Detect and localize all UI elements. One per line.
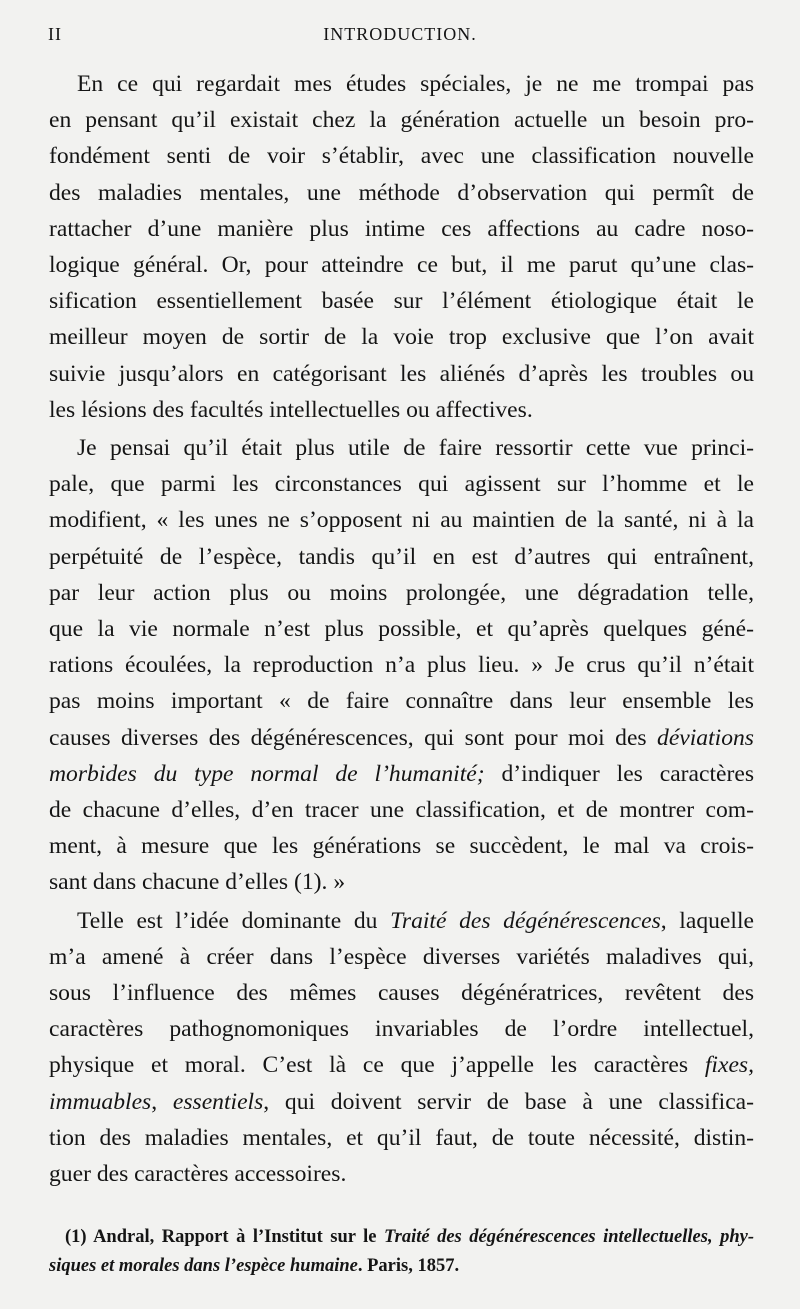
footnote-title-continuation: siques et morales dans l’espèce humaine bbox=[49, 1256, 358, 1276]
text-line: des maladies mentales, une méthode d’observation qui permît de bbox=[49, 179, 754, 206]
footnote-line bbox=[49, 1223, 754, 1252]
paragraph-2 bbox=[49, 430, 754, 901]
text-line: rations écoulées, la reproduction n’a plus lieu. » Je crus qu’il n’était bbox=[49, 652, 754, 679]
text-fragment: causes diverses des dégénérescences, qui sont pour moi des bbox=[49, 724, 658, 751]
footnote-line bbox=[49, 1252, 754, 1281]
text-line: fondément senti de voir s’établir, avec une classification nouvelle bbox=[49, 143, 754, 170]
italic-term: déviations bbox=[657, 724, 754, 751]
text-fragment: , bbox=[151, 1088, 173, 1115]
text-line: guer des caractères accessoires. bbox=[49, 1161, 347, 1188]
footnote-reference: (1) Andral, Rapport à l’Institut sur le bbox=[65, 1227, 384, 1247]
footnote-title: Traité des dégénérescences intellectuelles, phy- bbox=[384, 1227, 754, 1247]
italic-term: immuables bbox=[49, 1088, 152, 1115]
text-line: rattacher d’une manière plus intime ces affections au cadre noso- bbox=[49, 215, 754, 242]
text-line: modifient, « les unes ne s’opposent ni au maintien de la santé, ni à la bbox=[49, 507, 754, 534]
text-line bbox=[49, 756, 754, 792]
text-line: m’a amené à créer dans l’espèce diverses variétés maladives qui, bbox=[49, 943, 754, 970]
paragraph-3 bbox=[49, 903, 754, 1193]
text-line: sant dans chacune d’elles (1). » bbox=[49, 869, 346, 896]
text-fragment: Telle est l’idée dominante du bbox=[77, 907, 391, 934]
paragraph-1 bbox=[49, 66, 754, 428]
footnote-publication: . Paris, 1857. bbox=[357, 1256, 460, 1276]
text-line: tion des maladies mentales, et qu’il faut, de toute nécessité, distin- bbox=[49, 1124, 754, 1151]
text-line bbox=[49, 720, 754, 756]
text-line: sification essentiellement basée sur l’élément étiologique était le bbox=[49, 288, 754, 315]
text-line: caractères pathognomoniques invariables de l’ordre intellectuel, bbox=[49, 1016, 754, 1043]
italic-term: fixes, bbox=[704, 1052, 754, 1079]
text-line: perpétuité de l’espèce, tandis qu’il en est d’autres qui entraînent, bbox=[49, 543, 754, 570]
text-line bbox=[49, 1047, 754, 1083]
text-fragment: , qui doivent servir de base à une classifica- bbox=[263, 1088, 754, 1115]
text-line: pas moins important « de faire connaître dans leur ensemble les bbox=[49, 688, 754, 715]
text-line bbox=[49, 1084, 754, 1120]
text-line: de chacune d’elles, d’en tracer une classification, et de montrer com- bbox=[49, 797, 754, 824]
main-text bbox=[49, 66, 754, 1192]
italic-term: essentiels bbox=[172, 1088, 264, 1115]
text-line: En ce qui regardait mes études spéciales, je ne me trompai pas bbox=[77, 71, 754, 97]
text-line: que la vie normale n’est plus possible, et qu’après quelques géné- bbox=[49, 616, 754, 643]
italic-title: Traité des dégénérescences bbox=[390, 907, 661, 934]
footnote bbox=[49, 1223, 754, 1281]
text-line: suivie jusqu’alors en catégorisant les aliénés d’après les troubles ou bbox=[49, 360, 754, 387]
text-line: les lésions des facultés intellectuelles ou affectives. bbox=[49, 396, 533, 423]
text-line: en pensant qu’il existait chez la génération actuelle un besoin pro- bbox=[49, 107, 754, 134]
text-line bbox=[49, 903, 754, 939]
text-line: meilleur moyen de sortir de la voie trop exclusive que l’on avait bbox=[49, 324, 754, 351]
text-fragment: physique et moral. C’est là ce que j’appelle les caractères bbox=[49, 1052, 705, 1079]
running-title: INTRODUCTION. bbox=[323, 24, 477, 44]
page-header bbox=[48, 24, 752, 46]
text-fragment: , laquelle bbox=[660, 907, 754, 934]
text-line: pale, que parmi les circonstances qui agissent sur l’homme et le bbox=[49, 471, 754, 498]
text-fragment: d’indiquer les caractères bbox=[484, 760, 755, 787]
italic-term: morbides du type normal de l’humanité; bbox=[49, 760, 485, 787]
text-line: ment, à mesure que les générations se succèdent, le mal va crois- bbox=[49, 833, 754, 860]
text-line: sous l’influence des mêmes causes dégénératrices, revêtent des bbox=[49, 980, 754, 1007]
text-line: par leur action plus ou moins prolongée, une dégradation telle, bbox=[49, 579, 754, 606]
text-line: Je pensai qu’il était plus utile de faire ressortir cette vue princi- bbox=[77, 435, 754, 462]
page-number: II bbox=[48, 24, 62, 44]
text-line: logique général. Or, pour atteindre ce but, il me parut qu’une clas- bbox=[49, 252, 754, 279]
